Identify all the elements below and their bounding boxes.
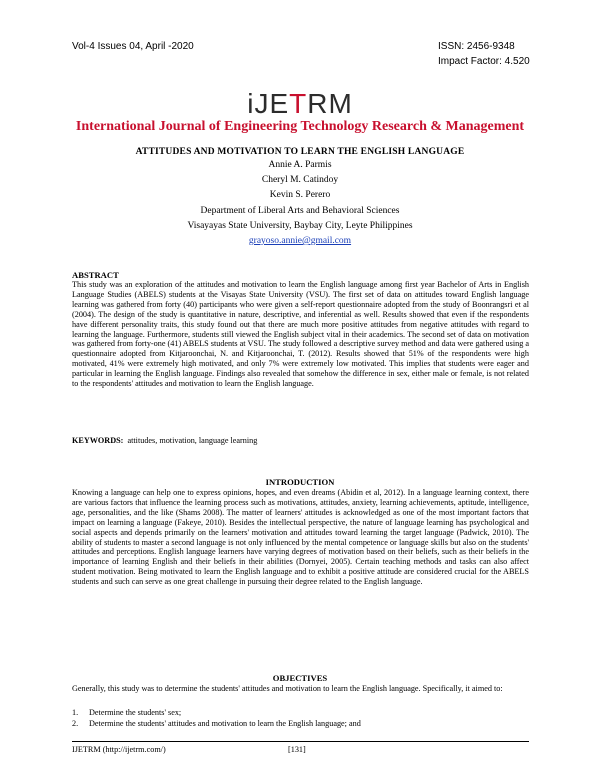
author-2: Cheryl M. Catindoy	[261, 175, 339, 185]
impact-factor: Impact Factor: 4.520	[438, 56, 530, 67]
introduction-heading: INTRODUCTION	[265, 477, 335, 487]
list-item-number: 1.	[72, 708, 79, 717]
list-item-number: 2.	[72, 719, 79, 728]
objectives-heading: OBJECTIVES	[272, 673, 328, 683]
keywords-label: KEYWORDS:	[72, 436, 124, 445]
list-item	[72, 707, 529, 718]
author-email-row	[0, 236, 600, 246]
department: Department of Liberal Arts and Behavioral Sciences	[200, 206, 400, 216]
journal-logo	[0, 88, 600, 120]
footer-divider	[72, 741, 529, 742]
logo-text-2: T	[289, 88, 308, 119]
list-item-text: Determine the students' attitudes and motivation to learn the English language; and	[89, 719, 361, 728]
keywords-text: attitudes, motivation, language learning	[127, 436, 258, 445]
logo-text-1: iJE	[247, 88, 290, 119]
abstract-heading: ABSTRACT	[72, 270, 119, 280]
page-number: [131]	[288, 745, 306, 754]
author-1: Annie A. Parmis	[268, 160, 332, 170]
objectives-text: Generally, this study was to determine the students' attitudes and motivation to learn the English language. Specifically, it aimed to:	[72, 684, 503, 693]
author-3: Kevin S. Perero	[269, 190, 331, 200]
objectives-list	[72, 707, 529, 729]
volume-info: Vol-4 Issues 04, April -2020	[72, 41, 194, 52]
keywords-row	[72, 436, 257, 445]
abstract-text: This study was an exploration of the attitudes and motivation to learn the English language among first year Bachelor of Arts in English Language Studies (ABELS) students at the Visayas State University (VSU). The first set of data on attitudes toward English language learning was gathered from forty (40) participants who were given a self-report questionnaire adopted from the study of Boonrangsri et al (2004). The design of the study is quantitative in nature, descriptive, and inferential as well. Results showed that even if the respondents have different personality traits, this study found out that there are much more positive attitudes from negative attitudes with regard to learning the language. Furthermore, students still viewed the English subject vital in their academics. The second set of data on motivation was gathered from forty-one (41) ABELS students at VSU. The study followed a descriptive survey method and data were gathered using a questionnaire adopted from Kitjaroonchai, N. and Kitjaroonchai, T. (2012). Results showed that 51% of the respondents were high motivated, 41% were extremely high motivated, and only 7% were extremely low motivated. This implies that students were eager and particular in learning the English language. Findings also revealed that somehow the difference in sex, either male or female, is not related to the respondents' attitudes and motivation to learn the English language.	[72, 280, 529, 389]
introduction-text: Knowing a language can help one to express opinions, hopes, and even dreams (Abidin et al, 2012). In a language learning context, there are various factors that influence the learning process such as motivations, attitudes, anxiety, learning achievements, aptitude, intelligence, age, personalities, and the like (Shams 2008). The matter of learners' attitudes is acknowledged as one of the most important factors that impact on learning a language (Fakeye, 2010). Besides the intellectual perspective, the nature of language learning has psychological and social aspects and depends primarily on the learners' motivation and attitudes toward learning the target language (Padwick, 2010). The ability of students to master a second language is not only influenced by the mental competence or language skills but also on the students' attitudes and perceptions. English language learners have varying degrees of motivation based on their beliefs, such as their beliefs in the importance of learning English and their beliefs in their abilities (Dornyei, 2005). Certain teaching methods and tasks can also affect student motivation. Being motivated to learn the English language and to exhibit a positive attitude are considered crucial for the ABELS students and such can serve as one great challenge in pursuing their degree related to the English language.	[72, 488, 529, 587]
issn: ISSN: 2456-9348	[438, 41, 515, 52]
paper-title: ATTITUDES AND MOTIVATION TO LEARN THE ENGLISH LANGUAGE	[135, 147, 465, 157]
footer-journal-link[interactable]: IJETRM (http://ijetrm.com/)	[72, 745, 166, 754]
logo-text-3: RM	[307, 88, 353, 119]
author-email-link[interactable]: grayoso.annie@gmail.com	[248, 236, 352, 246]
journal-name: International Journal of Engineering Technology Research & Management	[75, 119, 525, 134]
list-item	[72, 718, 529, 729]
university: Visayayas State University, Baybay City, Leyte Philippines	[187, 221, 413, 231]
list-item-text: Determine the students' sex;	[89, 708, 182, 717]
